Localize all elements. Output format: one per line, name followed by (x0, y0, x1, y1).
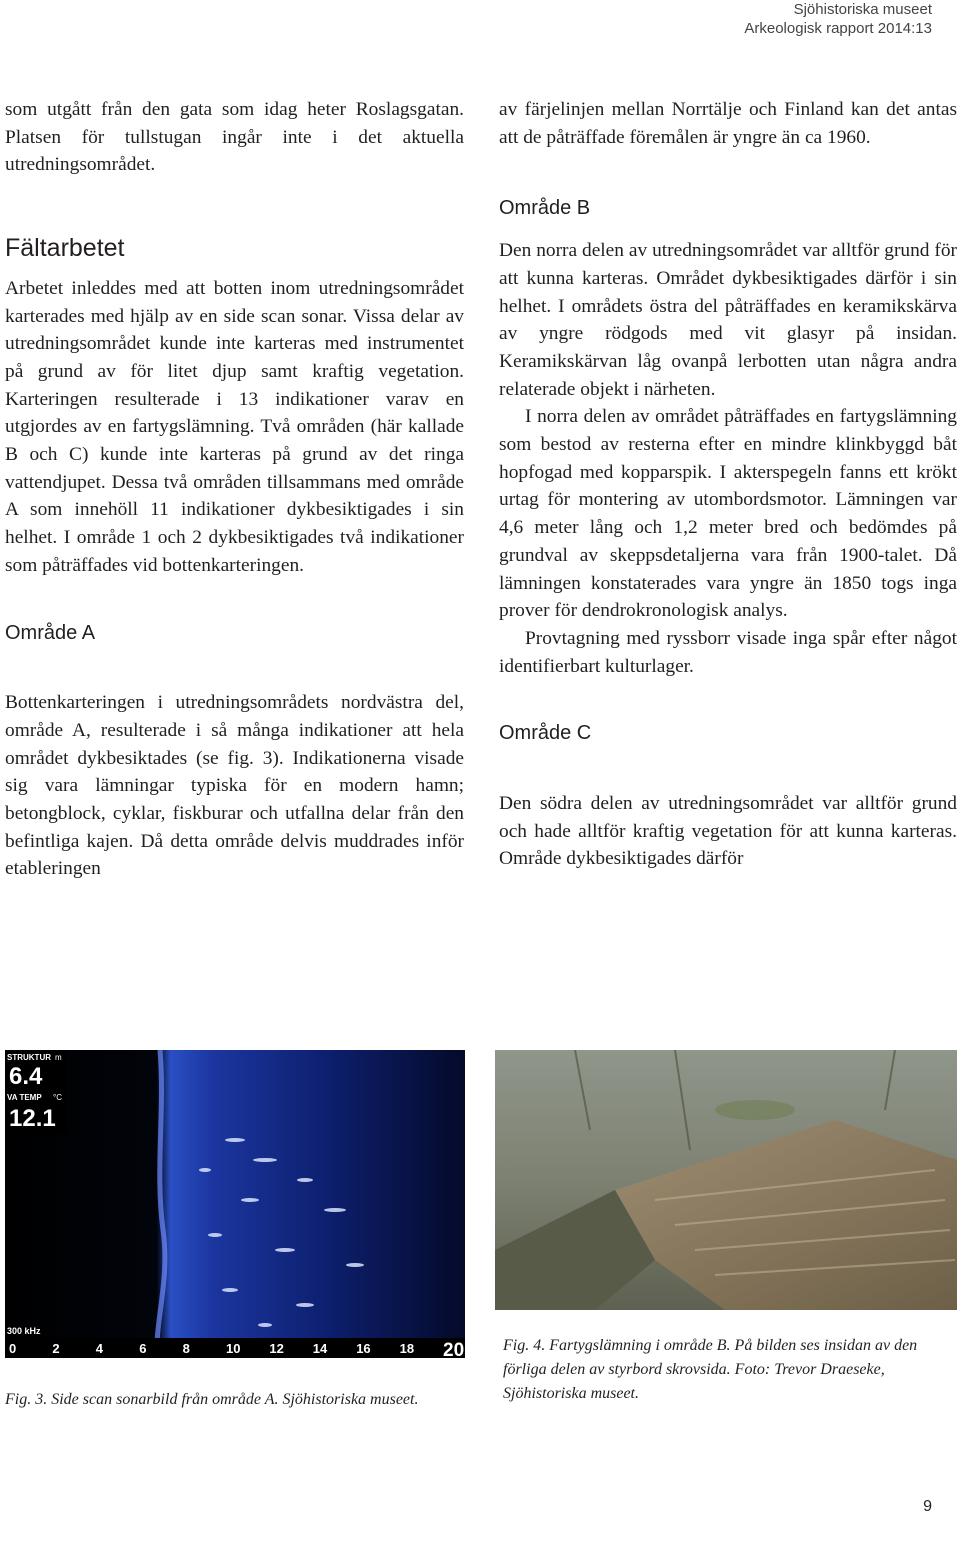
omrade-b-paragraph-3: Provtagning med ryssborr visade inga spår efter något identifierbart kulturlager. (499, 627, 957, 677)
sonar-label-m: m (55, 1053, 62, 1062)
sonar-scale-label: 20 (443, 1340, 465, 1358)
left-intro-paragraph: som utgått från den gata som idag heter Roslagsgatan. Platsen för tullstugan ingår inte i det aktuella utredningsområdet. (5, 99, 464, 176)
sonar-freq: 300 kHz (7, 1326, 41, 1336)
heading-faltarbetet: Fältarbetet (5, 234, 125, 263)
heading-omrade-c: Område C (499, 722, 592, 745)
omrade-a-paragraph: Bottenkarteringen i utredningsområdets nordvästra del, område A, resulterade i så många indikationer att hela området dykbesiktades (se fig. 3). Indikationerna visade sig vara lämningar typiska för en modern hamn; betongblock, cyklar, fiskburar och utfallna delar från den befintliga kajen. Då detta område delvis muddrades inför etableringen (5, 692, 464, 880)
sonar-scale-label: 8 (182, 1341, 190, 1356)
sonar-scale-label: 16 (356, 1341, 371, 1356)
header-org: Sjöhistoriska museet (793, 1, 932, 18)
running-header (744, 0, 932, 38)
sonar-depth: 6.4 (9, 1063, 43, 1090)
sonar-label-temp: VA TEMP (7, 1093, 42, 1102)
sonar-scale-label: 14 (312, 1341, 328, 1356)
right-intro-paragraph: av färjelinjen mellan Norrtälje och Finland kan det antas att de påträffade föremålen är yngre än ca 1960. (499, 99, 957, 148)
heading-omrade-b: Område B (499, 197, 591, 220)
sonar-scale-label: 4 (95, 1341, 104, 1356)
sonar-image (5, 1050, 465, 1358)
page-number: 9 (923, 1498, 932, 1515)
wreck-photo (495, 1050, 957, 1310)
sonar-temp: 12.1 (9, 1105, 56, 1132)
sonar-label-struktur: STRUKTUR (7, 1053, 51, 1062)
sonar-label-c: °C (53, 1093, 62, 1102)
omrade-c-paragraph: Den södra delen av utredningsområdet var alltför grund och hade alltför kraftig vegetation för att kunna karteras. Område dykbesiktigades därför (499, 793, 957, 870)
omrade-b-paragraph-2: I norra delen av området påträffades en fartygslämning som bestod av resterna efter en mindre klinkbyggd båt hopfogad med kopparspik. I akterspegeln fanns ett krökt urtag för montering av utombordsmotor. Lämningen var 4,6 meter lång och 1,2 meter bred och bedömdes på grundval av skeppsdetaljerna vara från 1900-talet. Då lämningen konstaterades vara yngre än 1850 togs inga prover för dendrokronologisk analys. (499, 406, 957, 622)
sonar-scale-label: 0 (9, 1341, 17, 1356)
sonar-scale-label: 10 (226, 1341, 241, 1356)
header-report: Arkeologisk rapport 2014:13 (744, 20, 932, 37)
sonar-scale-label: 18 (399, 1341, 415, 1356)
sonar-scale-label: 6 (139, 1341, 147, 1356)
fig3-caption: Fig. 3. Side scan sonarbild från område A. Sjöhistoriska museet. (5, 1391, 419, 1408)
sonar-scale-label: 2 (52, 1341, 60, 1356)
heading-omrade-a: Område A (5, 621, 96, 644)
faltarbetet-paragraph: Arbetet inleddes med att botten inom utredningsområdet karterades med hjälp av en side scan sonar. Vissa delar av utredningsområdet kunde inte karteras med instrumentet på grund av för litet djup samt kraftig vegetation. Karteringen resulterade i 13 indikationer varav en utgjordes av en fartygslämning. Två områden (här kallade B och C) kunde inte karteras på grund av det ringa vattendjupet. Dessa två områden tillsammans med område A som innehöll 11 indikationer dykbesiktigades i sin helhet. I område 1 och 2 dykbesiktigades två indikationer som påträffades vid bottenkarteringen. (5, 277, 464, 576)
right-column (499, 96, 957, 873)
left-column (5, 96, 464, 883)
omrade-b-paragraph-1: Den norra delen av utredningsområdet var alltför grund för att kunna karteras. Området dykbesiktigades därför i sin helhet. I områdets östra del påträffades en keramikskärva av yngre rödgods med vit glasyr på insidan. Keramikskärvan låg ovanpå lerbotten utan några andra relaterade objekt i närheten. (499, 240, 957, 400)
sonar-scale-label: 12 (269, 1341, 284, 1356)
fig4-caption: Fig. 4. Fartygslämning i område B. På bilden ses insidan av den förliga delen av styrbord skrovsida. Foto: Trevor Draeseke, Sjöhistoriska museet. (503, 1337, 918, 1402)
